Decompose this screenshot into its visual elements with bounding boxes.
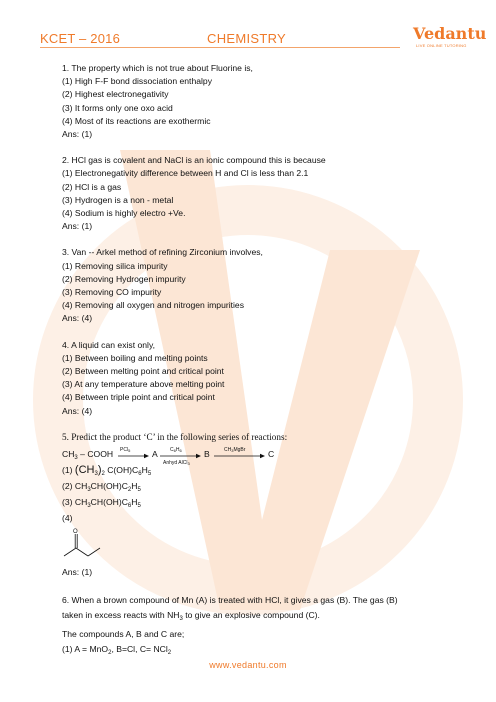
answer: Ans: (1): [62, 221, 93, 232]
questions-content: [62, 62, 462, 674]
question-text: The compounds A, B and C are;: [62, 629, 185, 640]
answer: Ans: (1): [62, 129, 93, 140]
question-1: [62, 62, 462, 141]
option: (3) Hydrogen is a non - metal: [62, 194, 174, 205]
answer: Ans: (4): [62, 313, 93, 324]
footer-url[interactable]: www.vedantu.com: [209, 660, 287, 670]
question-text: 4. A liquid can exist only,: [62, 339, 155, 350]
answer: Ans: (4): [62, 405, 93, 416]
option: (2) HCl is a gas: [62, 181, 122, 192]
option: (4) Most of its reactions are exothermic: [62, 115, 211, 126]
question-text: 5. Predict the product ‘C’ in the following series of reactions:: [62, 431, 288, 442]
option: (4) Sodium is highly electro +Ve.: [62, 208, 186, 219]
product-c: C: [268, 449, 275, 460]
reaction-arrow-3: [214, 453, 266, 459]
reaction-arrow-1: [118, 453, 150, 459]
intermediate-a: A: [152, 449, 158, 460]
option: (4): [62, 513, 73, 524]
header-rule: [40, 47, 400, 48]
logo-tagline: LIVE ONLINE TUTORING: [416, 43, 467, 48]
option: (3) It forms only one oxo acid: [62, 102, 173, 113]
option: (3) $CH_3CH(OH)C_6H_5$: [62, 497, 141, 510]
reaction-scheme: [62, 444, 462, 467]
subject-title: CHEMISTRY: [207, 31, 287, 46]
question-text: 3. Van -- Arkel method of refining Zirconium involves,: [62, 247, 263, 258]
option: (1) Removing silica impurity: [62, 260, 168, 271]
vedantu-logo: [404, 24, 487, 52]
question-text: 1. The property which is not true about Fluorine is,: [62, 63, 253, 73]
option: (1) Between boiling and melting points: [62, 352, 208, 363]
option: (4) Removing all oxygen and nitrogen impurities: [62, 300, 244, 311]
question-5: [62, 431, 462, 579]
reagent-label: Anhyd AlCl$_3$: [163, 460, 190, 467]
question-text: 2. HCl gas is covalent and NaCl is an ionic compound this is because: [62, 155, 326, 166]
option: (1) Electronegativity difference between H and Cl is less than 2.1: [62, 168, 309, 179]
option: (2) Highest electronegativity: [62, 89, 169, 100]
reactant: $CH_3$ – COOH: [62, 449, 114, 462]
question-6: [62, 593, 462, 661]
option: (1) High F-F bond dissociation enthalpy: [62, 76, 212, 87]
option: (2) $CH_3CH(OH)C_2H_5$: [62, 481, 141, 494]
option: (3) At any temperature above melting point: [62, 379, 225, 390]
reagent-label: PCl$_5$: [120, 447, 131, 454]
ketone-structure: [62, 526, 122, 560]
question-text: taken in excess reacts with $NH_3$ to give an explosive compound (C).: [62, 610, 320, 623]
logo-wordmark: Vedantu: [413, 24, 487, 43]
option: (2) Removing Hydrogen impurity: [62, 273, 186, 284]
svg-text:O: O: [73, 529, 78, 536]
option: (1) $(CH_3)_2$ $C(OH)C_6H_5$: [62, 464, 152, 478]
reagent-label: $C_6H_6$: [170, 447, 182, 454]
question-4: [62, 339, 462, 418]
exam-title: KCET – 2016: [40, 31, 121, 46]
option: (2) Between melting point and critical point: [62, 366, 224, 377]
answer: Ans: (1): [62, 567, 93, 578]
question-2: [62, 154, 462, 233]
option: (3) Removing CO impurity: [62, 287, 162, 298]
question-3: [62, 246, 462, 325]
option: (1) A = MnO$_2$, B=Cl, C= NCl$_2$: [62, 644, 172, 657]
question-text: 6. When a brown compound of Mn (A) is treated with HCl, it gives a gas (B). The gas (B): [62, 595, 398, 606]
intermediate-b: B: [204, 449, 210, 460]
option: (4) Between triple point and critical point: [62, 392, 215, 403]
reagent-label: $CH_3MgBr$: [224, 447, 246, 454]
